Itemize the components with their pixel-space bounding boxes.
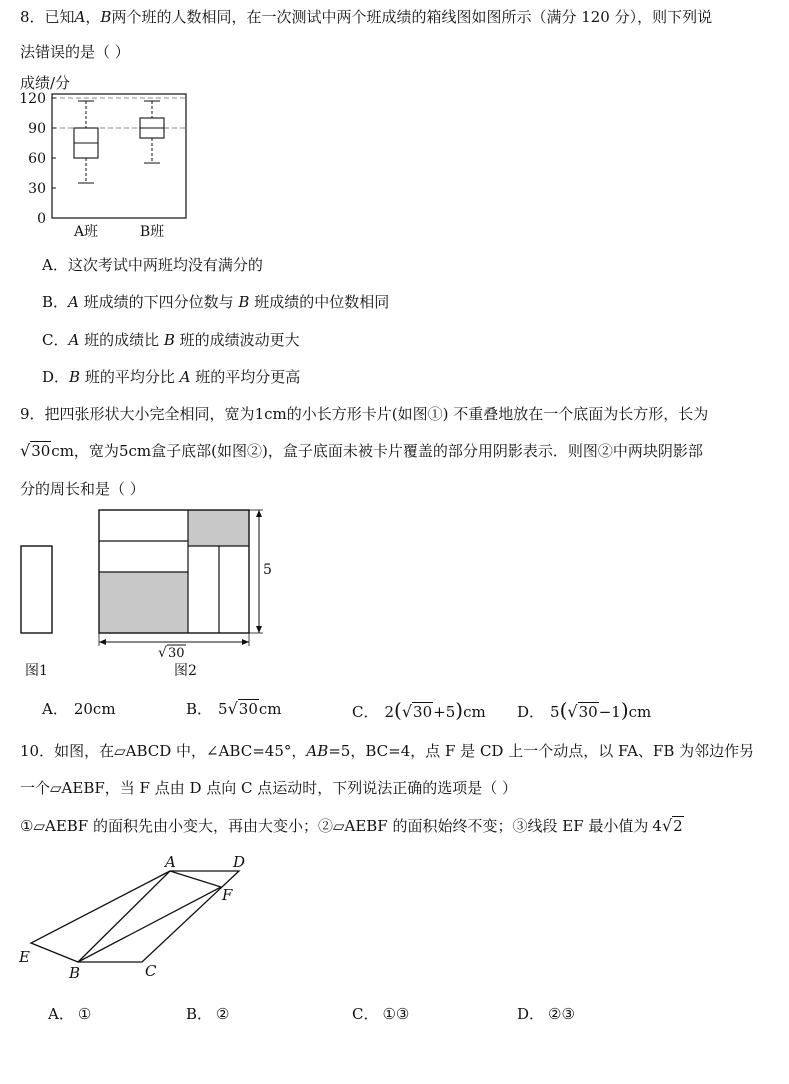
dim-width-label: 30 <box>168 646 185 661</box>
q10-option-c[interactable]: C． ①③ <box>352 1005 410 1023</box>
q8-option-b[interactable]: B．A 班成绩的下四分位数与 B 班成绩的中位数相同 <box>42 293 390 311</box>
q10-option-a[interactable]: A． ① <box>48 1005 92 1023</box>
label-D: D <box>233 853 246 871</box>
q10-stem-line1: 10．如图，在▱ABCD 中，∠ABC=45°，AB=5，BC=4，点 F 是 CD 上一个动点，以 FA、FB 为邻边作另 <box>20 742 755 760</box>
q9-option-b[interactable]: B． 5√30cm <box>186 699 282 718</box>
q8-stem-line1: 8．已知A，B两个班的人数相同，在一次测试中两个班成绩的箱线图如图所示（满分 120 分），则下列说 <box>20 8 713 26</box>
q10-parallelogram-figure <box>0 845 300 985</box>
chart-frame <box>52 94 186 218</box>
aebf-sides <box>31 871 221 962</box>
q10-option-d[interactable]: D． ②③ <box>517 1005 575 1023</box>
shade-top-right <box>188 510 249 546</box>
arrow-head <box>99 639 106 645</box>
y-tick-label: 60 <box>28 151 46 167</box>
q8-boxplot-chart <box>14 70 214 242</box>
dim-height-label: 5 <box>263 562 272 578</box>
q10-stem-line3: ①▱AEBF 的面积先由小变大，再由大变小；②▱AEBF 的面积始终不变；③线段 EF 最小值为 4√2 <box>20 816 683 835</box>
label-B: B <box>69 964 81 982</box>
arrow-head <box>256 626 262 633</box>
y-tick-label: 120 <box>19 91 46 107</box>
q9-option-d[interactable]: D． 5(√30−1)cm <box>517 698 652 722</box>
y-tick-label: 30 <box>28 181 46 197</box>
q8-stem-line2: 法错误的是（ ） <box>20 43 130 61</box>
q8-option-c[interactable]: C．A 班的成绩比 B 班的成绩波动更大 <box>42 331 300 349</box>
fig1-caption: 图1 <box>25 663 48 679</box>
chart-ylabel: 成绩/分 <box>20 74 71 92</box>
y-tick-label: 90 <box>28 121 46 137</box>
label-C: C <box>145 962 157 980</box>
q9-figures <box>0 500 300 685</box>
label-F: F <box>222 886 233 904</box>
q9-option-a[interactable]: A． 20cm <box>42 700 116 718</box>
q9-stem-line1: 9．把四张形状大小完全相同，宽为1cm的小长方形卡片(如图①) 不重叠地放在一个底面为长方形，长为 <box>20 405 709 423</box>
shade-bottom-left <box>99 572 188 633</box>
dim-width-radical: √ <box>158 645 167 661</box>
arrow-head <box>242 639 249 645</box>
label-A: A <box>165 853 176 871</box>
x-category-label: A班 <box>73 224 99 240</box>
q9-stem-line3: 分的周长和是（ ） <box>20 480 145 498</box>
q9-option-c[interactable]: C． 2(√30+5)cm <box>352 698 486 722</box>
y-tick-label: 0 <box>37 211 46 227</box>
fig1-card-rect <box>21 546 52 633</box>
q9-stem-line2: √30cm，宽为5cm盒子底部(如图②)，盒子底面未被卡片覆盖的部分用阴影表示．则图②中两块阴影部 <box>20 441 703 460</box>
q10-option-b[interactable]: B． ② <box>186 1005 230 1023</box>
q8-option-a[interactable]: A．这次考试中两班均没有满分的 <box>42 256 263 274</box>
q10-stem-line2: 一个▱AEBF，当 F 点由 D 点向 C 点运动时，下列说法正确的选项是（ ） <box>20 779 518 797</box>
x-category-label: B班 <box>139 224 165 240</box>
label-E: E <box>19 948 30 966</box>
arrow-head <box>256 510 262 517</box>
fig2-caption: 图2 <box>174 663 197 679</box>
q8-option-d[interactable]: D．B 班的平均分比 A 班的平均分更高 <box>42 368 301 386</box>
